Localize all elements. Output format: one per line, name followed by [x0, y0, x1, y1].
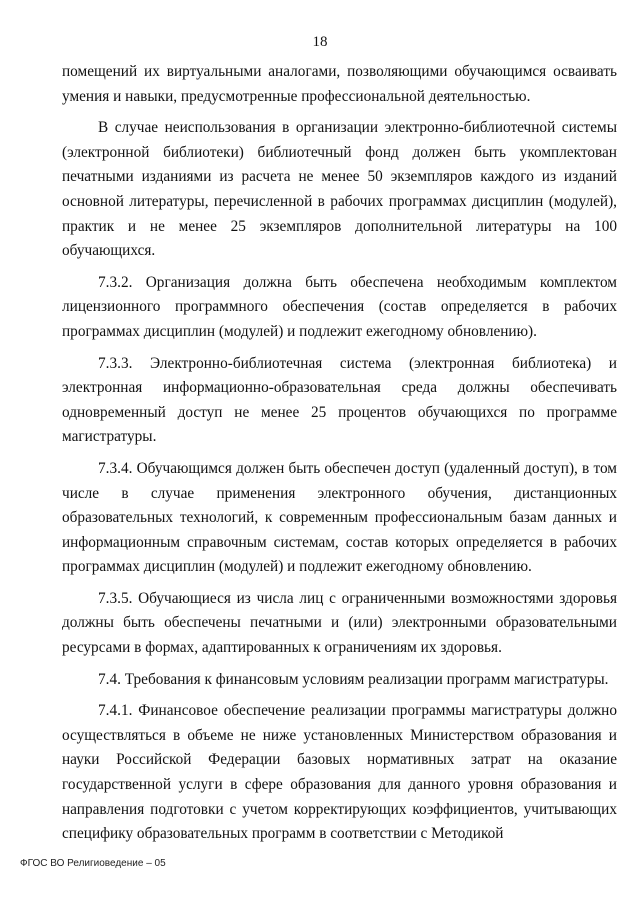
paragraph-7-3-3: 7.3.3. Электронно-библиотечная система (электронная библиотека) и электронная информационно-образовательная среда должны обеспечивать одновременный доступ не менее 25 процентов обучающихся по программе магистратуры.	[62, 354, 617, 446]
paragraph-library-fund: В случае неиспользования в организации электронно-библиотечной системы (электронной библиотеки) библиотечный фонд должен быть укомплектован печатными изданиями из расчета не менее 50 экземпляров каждого из изданий основной литературы, перечисленной в рабочих программах дисциплин (модулей), практик и не менее 25 экземпляров дополнительной литературы на 100 обучающихся.	[62, 119, 617, 260]
paragraph-7-4: 7.4. Требования к финансовым условиям реализации программ магистратуры.	[98, 670, 609, 688]
paragraph-7-3-2: 7.3.2. Организация должна быть обеспечена необходимым комплектом лицензионного программного обеспечения (состав определяется в рабочих программах дисциплин (модулей) и подлежит ежегодному обновлению).	[62, 273, 617, 340]
paragraph-7-3-5: 7.3.5. Обучающиеся из числа лиц с ограниченными возможностями здоровья должны быть обеспечены печатными и (или) электронными образовательными ресурсами в формах, адаптированных к ограничениям их здоровья.	[62, 589, 617, 657]
paragraph-7-4-1: 7.4.1. Финансовое обеспечение реализации программы магистратуры должно осуществляться в объеме не ниже установленных Министерством образования и науки Российской Федерации базовых нормативных затрат на оказание государственной услуги в сфере образования для данного уровня образования и направления подготовки с учетом корректирующих коэффициентов, учитывающих специфику образовательных программ в соответствии с Методикой	[62, 702, 617, 843]
paragraph-continuation: помещений их виртуальными аналогами, позволяющими обучающимся осваивать умения и навыки, предусмотренные профессиональной деятельностью.	[62, 63, 617, 105]
paragraph-7-3-4: 7.3.4. Обучающимся должен быть обеспечен доступ (удаленный доступ), в том числе в случае применения электронного обучения, дистанционных образовательных технологий, к современным профессиональным базам данных и информационным справочным системам, состав которых определяется в рабочих программах дисциплин (модулей) и подлежит ежегодному обновлению.	[62, 459, 617, 576]
page-number: 18	[312, 34, 328, 50]
document-body	[62, 60, 617, 847]
footer-document-code: ФГОС ВО Религиоведение – 05	[20, 858, 166, 869]
